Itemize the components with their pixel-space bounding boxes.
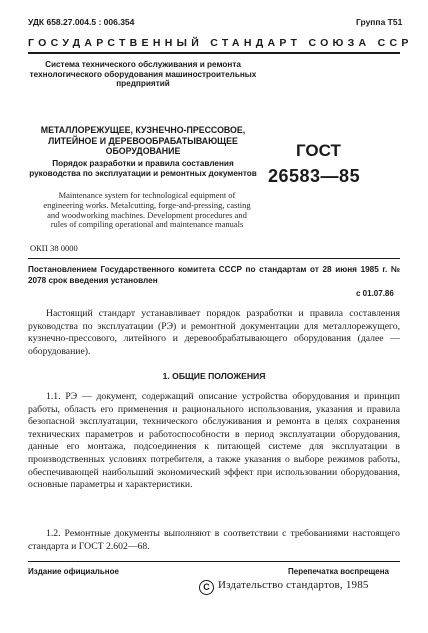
state-standard-heading: ГОСУДАРСТВЕННЫЙ СТАНДАРТ СОЮЗА ССР: [28, 37, 413, 49]
footer-rule: [28, 561, 400, 562]
official-edition-label: Издание официальное: [28, 567, 119, 576]
intro-paragraph: Настоящий стандарт устанавливает порядок разработки и правила составления руководства по эксплуатации (РЭ) и ремонтной документации для металлорежущего, кузнечно-прессового, литейного и деревообрабатывающего оборудования (далее — оборудование).: [28, 308, 400, 357]
section-heading: 1. ОБЩИЕ ПОЛОЖЕНИЯ: [162, 371, 266, 381]
english-title: Maintenance system for technological equipment of engineering works. Metalcutting, forge-and-pressing, casting and woodworking machines. Development procedures and rules of compiling operational and maintenance manuals: [43, 190, 251, 230]
paragraph-1-2: 1.2. Ремонтные документы выполняют в соответствии с требованиями настоящего стандарта и ГОСТ 2.602—68.: [28, 528, 400, 552]
effective-date: с 01.07.86: [356, 289, 394, 298]
decree-text: Постановлением Государственного комитета СССР по стандартам от 28 июня 1985 г. № 2078 срок введения установлен: [28, 265, 400, 285]
title-rule: [28, 258, 400, 259]
copyright-icon: C: [199, 580, 214, 595]
gost-label: ГОСТ: [296, 141, 341, 160]
gost-number: 26583—85: [268, 166, 361, 186]
okp-code: ОКП 38 0000: [30, 243, 78, 253]
equipment-title: МЕТАЛЛОРЕЖУЩЕЕ, КУЗНЕЧНО-ПРЕССОВОЕ, ЛИТЕЙНОЕ И ДЕРЕВООБРАБАТЫВАЮЩЕЕ ОБОРУДОВАНИЕ: [40, 125, 246, 157]
system-title: Система технического обслуживания и ремонта технологического оборудования машиностроительных предприятий: [29, 60, 257, 89]
publisher-line: Издательство стандартов, 1985: [218, 579, 369, 591]
group-code: Группа Т51: [356, 17, 403, 27]
reprint-notice: Перепечатка воспрещена: [288, 567, 389, 576]
paragraph-1-1: 1.1. РЭ — документ, содержащий описание устройства оборудования и принцип работы, область его применения и рационального использования, указания и правила безопасной эксплуатации, технического обслуживания и ремонта в целях сохранения технических параметров и работоспособности в период эксплуатации оборудования, данные его монтажа, подсоединения к питающей системе для эксплуатации в производственных условиях потребителя, а также указания о выборе режимов работы, обеспечивающей наибольший экономический эффект при использовании оборудования, основные параметры и характеристики.: [28, 391, 400, 491]
subject-title: Порядок разработки и правила составления руководства по эксплуатации и ремонтных документов: [29, 159, 257, 178]
udk-code: УДК 658.27.004.5 : 006.354: [28, 17, 135, 27]
header-rule: [28, 52, 400, 54]
